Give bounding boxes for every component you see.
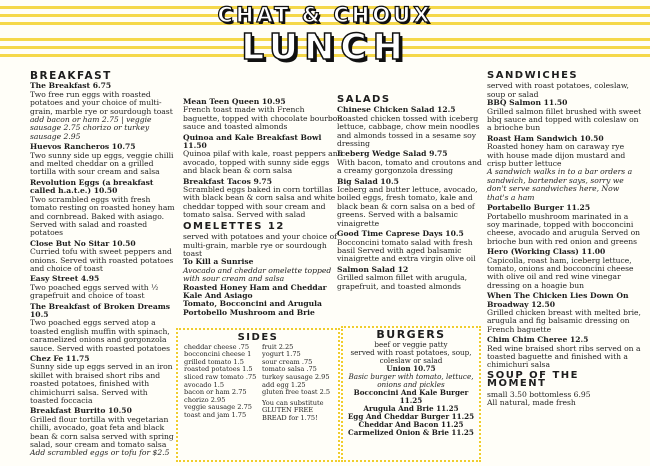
- sides-box: [176, 328, 340, 462]
- gluten-free-note: You can substitute GLUTEN FREE BREAD for 1.75!: [262, 398, 324, 422]
- omelettes-heading: OMELETTES 12: [183, 220, 285, 232]
- col2-item: [183, 178, 343, 220]
- sandwich-item-desc: Portabello mushroom marinated in a soy marinade, topped with bocconcini cheese, avocado and arugula Served on brioche bun with red onion and greens: [487, 211, 641, 246]
- sandwiches-section: [487, 72, 643, 407]
- side-item: tomato salsa .75: [262, 365, 317, 374]
- side-item: chorizo 2.95: [184, 395, 226, 404]
- breakfast-item-name: The Breakfast 6.75: [30, 81, 112, 91]
- salad-item-desc: Grilled salmon fillet with arugula, grapefruit, and toasted almonds: [337, 273, 468, 291]
- menu-title-top: CHAT & CHOUX: [217, 3, 433, 27]
- salad-item-desc: Roasted chicken tossed with iceberg lettuce, cabbage, chow mein noodles and almonds tossed in a sesame soy dressing: [337, 113, 480, 149]
- breakfast-item: [30, 407, 178, 457]
- omelette-name: Portobello Mushroom and Brie: [183, 307, 315, 317]
- sandwich-item-name: Portabello Burger 11.25: [487, 203, 591, 213]
- col2-item-desc: Scrambled eggs baked in corn tortillas with black bean & corn salsa and white cheddar topped with sour cream and tomato salsa. Served with salad: [183, 185, 336, 220]
- side-item: sliced raw tomato .75: [184, 372, 257, 381]
- salad-item-name: Chinese Chicken Salad 12.5: [337, 105, 456, 115]
- sides-heading: SIDES: [237, 332, 279, 343]
- breakfast-item-desc: Two free run eggs with roasted potatoes and your choice of multi-grain, marble rye or sourdough toast: [30, 89, 173, 116]
- salads-heading: SALADS: [337, 94, 391, 105]
- burger-item: Egg And Cheddar Burger 11.25: [347, 412, 475, 421]
- burgers-sub1: beef or veggie patty: [374, 340, 448, 349]
- salad-item: [337, 266, 487, 291]
- side-item: avocado 1.5: [184, 380, 225, 389]
- salad-item: [337, 178, 487, 228]
- sandwich-item-name: Chim Chim Cheree 12.5: [487, 335, 589, 345]
- burger-item: Bocconcini And Kale Burger 11.25: [353, 388, 469, 405]
- menu-title-main: LUNCH: [241, 27, 409, 68]
- soup-note: All natural, made fresh: [487, 398, 576, 408]
- sandwich-list: [487, 99, 643, 370]
- breakfast-item: [30, 355, 178, 405]
- breakfast-item-name: Revolution Eggs (a breakfast called h.a.t.e.) 10.50: [30, 177, 154, 196]
- breakfast-list: [30, 82, 178, 457]
- sandwich-item: [487, 292, 643, 334]
- salad-list: [337, 106, 487, 291]
- sides-right-list: [262, 344, 332, 397]
- omelette-name: Tomato, Bocconcini and Arugula: [183, 299, 322, 309]
- breakfast-item-name: The Breakfast of Broken Dreams 10.5: [30, 301, 171, 319]
- breakfast-heading: BREAKFAST: [30, 70, 112, 82]
- sandwich-item-desc: Capicolla, roast ham, iceberg lettuce, tomato, onions and bocconcini cheese with olive oil and red wine vinegar dressing on a hoagie bun: [487, 255, 634, 290]
- side-item: bocconcini cheese 1: [184, 350, 252, 359]
- side-item: cheddar cheese .75: [184, 342, 250, 351]
- breakfast-item: [30, 143, 178, 177]
- side-item: yogurt 1.75: [262, 350, 301, 359]
- breakfast-item-note: Add scrambled eggs or tofu for $2.5: [30, 448, 170, 458]
- breakfast-item-name: Close But No Sitar 10.50: [30, 238, 136, 248]
- sandwich-item-desc: Grilled salmon fillet brushed with sweet bbq sauce and topped with coleslaw on a brioche bun: [487, 106, 642, 133]
- salads-section: [337, 96, 487, 293]
- sandwich-item: [487, 248, 643, 290]
- soup-price: small 3.50 bottomless 6.95: [487, 389, 591, 399]
- sandwich-item-note: A sandwich walks in to a bar orders a sandwich, bartender says, sorry we don't serve sandwiches here, Now that's a ham: [487, 167, 633, 202]
- sandwich-item-name: Roast Ham Sandwich 10.50: [487, 133, 604, 143]
- side-item: add egg 1.25: [262, 380, 306, 389]
- sandwich-item-name: When The Chicken Lies Down On Broadway 12.50: [487, 291, 629, 309]
- burgers-box: [341, 326, 481, 462]
- sandwich-item-name: BBQ Salmon 11.50: [487, 98, 568, 108]
- sandwich-item-desc: Red wine braised short ribs served on a toasted baguette and finished with a chimichuri salsa: [487, 343, 641, 370]
- burger-union: Union 10.75: [386, 364, 436, 373]
- col2-item-name: Quinoa and Kale Breakfast Bowl 11.50: [183, 132, 322, 151]
- side-item: gluten free toast 2.5: [262, 388, 331, 397]
- sides-left-list: [184, 344, 262, 423]
- breakfast-item: [30, 240, 178, 274]
- burgers-heading: BURGERS: [376, 328, 446, 341]
- sandwich-item: [487, 99, 643, 133]
- col2-list: [183, 98, 343, 220]
- sandwich-item: [487, 204, 643, 246]
- breakfast-item: [30, 275, 178, 300]
- side-item: sour cream .75: [262, 357, 313, 366]
- breakfast-item-name: Breakfast Burrito 10.50: [30, 406, 132, 416]
- breakfast-item-desc: Two poached eggs served atop a toasted english muffin with spinach, caramelized onions and gorgonzola sauce. Served with roasted potatoes: [30, 318, 171, 353]
- breakfast-item-desc: Sunny side up eggs served in an iron skillet with braised short ribs and roasted potatoes, finished with chimichurri salsa. Served with toasted foccacia: [30, 362, 173, 406]
- side-item: roasted potatoes 1.5: [184, 365, 253, 374]
- side-item: toast and jam 1.75: [184, 410, 247, 419]
- sandwich-item: [487, 135, 643, 202]
- breakfast-item-note: add bacon or ham 2.75 | veggie sausage 2.75 chorizo or turkey sausage 2.95: [30, 115, 152, 141]
- side-item: veggie sausage 2.75: [184, 403, 252, 412]
- omelettes-desc: served with potatoes and your choice of multi-grain, marble rye or sourdough toast: [183, 232, 337, 258]
- salad-item-name: Iceberg Wedge Salad 9.75: [337, 149, 448, 159]
- soup-heading: SOUP OF THE MOMENT: [487, 369, 579, 390]
- omelette-name: To Kill a Sunrise: [183, 257, 254, 267]
- omelette-name: Roasted Honey Ham and Cheddar: [183, 282, 327, 292]
- breakfast-item-desc: Grilled flour tortilla with vegetarian chilli, avocado, goat feta and black bean & corn salsa served with spring salad, sour cream and tomato salsa: [30, 414, 174, 450]
- breakfast-item: [30, 303, 178, 353]
- salad-item-desc: With bacon, tomato and croutons and a creamy gorgonzola dressing: [337, 157, 482, 176]
- sandwich-item-desc: Roasted honey ham on caraway rye with house made dijon mustard and crisp butter lettuce: [487, 142, 626, 169]
- breakfast-item-desc: Curried tofu with sweet peppers and onions. Served with roasted potatoes and choice of toast: [30, 247, 174, 273]
- salad-item-name: Salmon Salad 12: [337, 264, 409, 274]
- col2-item: [183, 134, 343, 176]
- col2-item-desc: French toast made with French baguette, topped with chocolate bourbon sauce and toasted almonds: [183, 105, 343, 132]
- sandwich-item-name: Hero (Working Class) 11.00: [487, 247, 606, 257]
- salad-item-desc: Iceberg and butter lettuce, avocado, boiled eggs, fresh tomato, kale and black bean & corn salsa on a bed of greens. Served with a balsamic vinaigrette: [337, 185, 478, 228]
- burger-item: Cheddar And Bacon 11.25: [358, 420, 464, 429]
- salad-item: [337, 106, 487, 148]
- sandwich-item-desc: Grilled chicken breast with melted brie, arugula and fig balsamic dressing on French baguette: [487, 307, 641, 334]
- burger-union-desc: Basic burger with tomato, lettuce, onions and pickles: [348, 372, 474, 389]
- omelette-note: Avocado and cheddar omelette topped with sour cream and salsa: [183, 265, 332, 284]
- breakfast-item-desc: Two scrambled eggs with fresh tomato resting on roasted honey ham and cornbread. Baked with asiago. Served with salad and roasted potatoes: [30, 194, 175, 238]
- breakfast-item-desc: Two sunny side up eggs, veggie chilli and melted cheddar on a grilled tortilla with sour cream and salsa: [30, 150, 174, 177]
- col2-item-name: Breakfast Tacos 9.75: [183, 176, 272, 186]
- side-item: grilled tomato 1.5: [184, 357, 244, 366]
- col2-item-desc: Quinoa pilaf with kale, roast peppers and avocado, topped with sunny side eggs and black bean & corn salsa: [183, 149, 343, 176]
- side-item: turkey sausage 2.95: [262, 372, 330, 381]
- sandwich-item: [487, 336, 643, 370]
- breakfast-item: [30, 179, 178, 238]
- burger-item: Arugula And Brie 11.25: [363, 404, 459, 413]
- salad-item-name: Big Salad 10.5: [337, 176, 399, 186]
- column-two: [183, 98, 343, 317]
- salad-item-desc: Bocconcini tomato salad with fresh basil Served with aged balsamic vinaigrette and extra virgin olive oil: [337, 237, 476, 264]
- breakfast-item-name: Huevos Rancheros 10.75: [30, 142, 136, 152]
- col2-item-name: Mean Teen Queen 10.95: [183, 97, 286, 106]
- sandwiches-intro: served with roast potatoes, coleslaw, soup or salad: [487, 81, 629, 99]
- omelette-name: Kale And Asiago: [183, 290, 253, 300]
- breakfast-item: [30, 82, 178, 141]
- omelette-list: [183, 258, 343, 317]
- breakfast-item-name: Easy Street 4.95: [30, 274, 100, 284]
- burgers-sub2: served with roast potatoes, soup, coleslaw or salad: [350, 348, 472, 365]
- burger-list: [347, 389, 475, 437]
- burger-item: Carmelized Onion & Brie 11.25: [348, 428, 474, 437]
- side-item: bacon or ham 2.75: [184, 388, 247, 397]
- sandwiches-heading: SANDWICHES: [487, 70, 579, 81]
- salad-item: [337, 230, 487, 264]
- breakfast-item-desc: Two poached eggs served with ½ grapefruit and choice of toast: [30, 282, 159, 301]
- side-item: fruit 2.25: [262, 342, 294, 351]
- col2-item: [183, 98, 343, 132]
- salad-item: [337, 150, 487, 175]
- breakfast-section: [30, 72, 178, 460]
- breakfast-item-name: Chez Fe 11.75: [30, 354, 90, 363]
- salad-item-name: Good Time Caprese Days 10.5: [337, 229, 464, 239]
